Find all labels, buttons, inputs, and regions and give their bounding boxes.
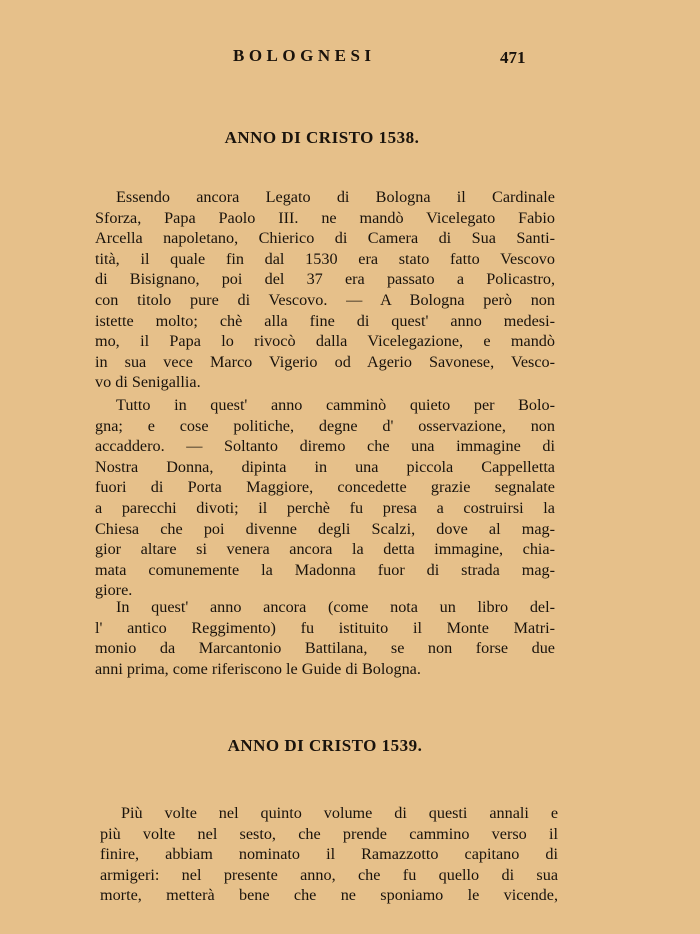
text-line: gior altare si venera ancora la detta immagine, chia- [95,540,555,559]
text-line: Chiesa che poi divenne degli Scalzi, dove al mag- [95,519,555,538]
paragraph [95,395,555,601]
text-line: fuori di Porta Maggiore, concedette grazie segnalate [95,478,555,497]
text-line: l' antico Reggimento) fu istituito il Monte Matri- [95,618,555,637]
text-line: accaddero. — Soltanto diremo che una immagine di [95,437,555,456]
page-number: 471 [500,48,526,67]
section-heading-1539: ANNO DI CRISTO 1539. [227,736,423,755]
text-line: più volte nel sesto, che prende cammino verso il [100,824,558,843]
section-heading-1538: ANNO DI CRISTO 1538. [224,128,420,147]
paragraph [95,187,555,393]
running-title: BOLOGNESI [233,46,376,65]
text-line: tità, il quale fin dal 1530 era stato fatto Vescovo [95,249,555,268]
text-line: Nostra Donna, dipinta in una piccola Cappelletta [95,457,555,476]
text-line: giore. [95,581,133,600]
paragraph [95,597,555,679]
text-line: di Bisignano, poi del 37 era passato a Policastro, [95,270,555,289]
text-line: in sua vece Marco Vigerio od Agerio Savonese, Vesco- [95,352,555,371]
text-line: Più volte nel quinto volume di questi annali e [121,804,558,822]
text-line: Essendo ancora Legato di Bologna il Cardinale [116,188,555,206]
text-line: monio da Marcantonio Battilana, se non forse due [95,639,555,658]
text-line: gna; e cose politiche, degne d' osservazione, non [95,416,555,435]
text-line: morte, metterà bene che ne sponiamo le vicende, [100,886,558,905]
text-line: Tutto in quest' anno camminò quieto per Bolo- [116,396,555,414]
running-head [0,46,700,70]
text-line: mata comunemente la Madonna fuor di strada mag- [95,560,555,579]
text-line: armigeri: nel presente anno, che fu quello di sua [100,865,558,884]
text-line: anni prima, come riferiscono le Guide di Bologna. [95,659,421,678]
text-line: In quest' anno ancora (come nota un libro del- [116,598,555,616]
text-line: istette molto; chè alla fine di quest' anno medesi- [95,311,555,330]
paragraph [100,803,558,906]
text-line: con titolo pure di Vescovo. — A Bologna però non [95,290,555,309]
text-line: vo di Senigallia. [95,373,201,392]
text-line: mo, il Papa lo rivocò dalla Vicelegazione, e mandò [95,332,555,351]
text-line: finire, abbiam nominato il Ramazzotto capitano di [100,845,558,864]
text-line: Sforza, Papa Paolo III. ne mandò Vicelegato Fabio [95,208,555,227]
text-line: a parecchi divoti; il perchè fu presa a costruirsi la [95,498,555,517]
text-line: Arcella napoletano, Chierico di Camera di Sua Santi- [95,229,555,248]
